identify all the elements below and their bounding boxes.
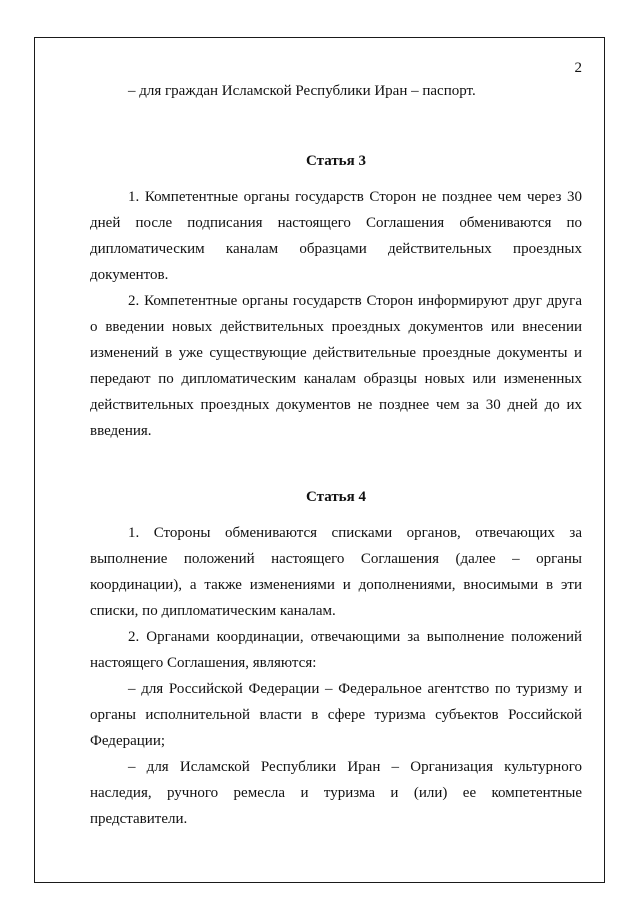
article-4-paragraph-3: – для Российской Федерации – Федеральное агентство по туризму и органы исполнительной власти в сфере туризма субъектов Российской Федерации;	[90, 681, 582, 749]
article-4-paragraph-2: 2. Органами координации, отвечающими за выполнение положений настоящего Соглашения, являются:	[90, 629, 582, 671]
article-3-paragraph-1: 1. Компетентные органы государств Сторон не позднее чем через 30 дней после подписания настоящего Соглашения обмениваются по дипломатическим каналам образцами действительных проездных документов.	[90, 189, 582, 283]
article-4-paragraph-1: 1. Стороны обмениваются списками органов, отвечающих за выполнение положений настоящего Соглашения (далее – органы координации), а также изменениями и дополнениями, вносимыми в эти списки, по дипломатическим каналам.	[90, 525, 582, 619]
page-number: 2	[574, 60, 582, 76]
intro-paragraph: – для граждан Исламской Республики Иран – паспорт.	[128, 83, 476, 99]
article-3-paragraph-2: 2. Компетентные органы государств Сторон информируют друг друга о введении новых действительных проездных документов или внесении изменений в уже существующие действительные проездные документы и передают по дипломатическим каналам образцы новых или измененных действительных проездных документов не позднее чем за 30 дней до их введения.	[90, 293, 582, 439]
article-4-heading: Статья 4	[306, 489, 366, 505]
article-4-paragraph-4: – для Исламской Республики Иран – Организация культурного наследия, ручного ремесла и туризма и (или) ее компетентные представители.	[90, 759, 582, 827]
article-3-heading: Статья 3	[306, 153, 366, 169]
document-body	[90, 78, 582, 832]
